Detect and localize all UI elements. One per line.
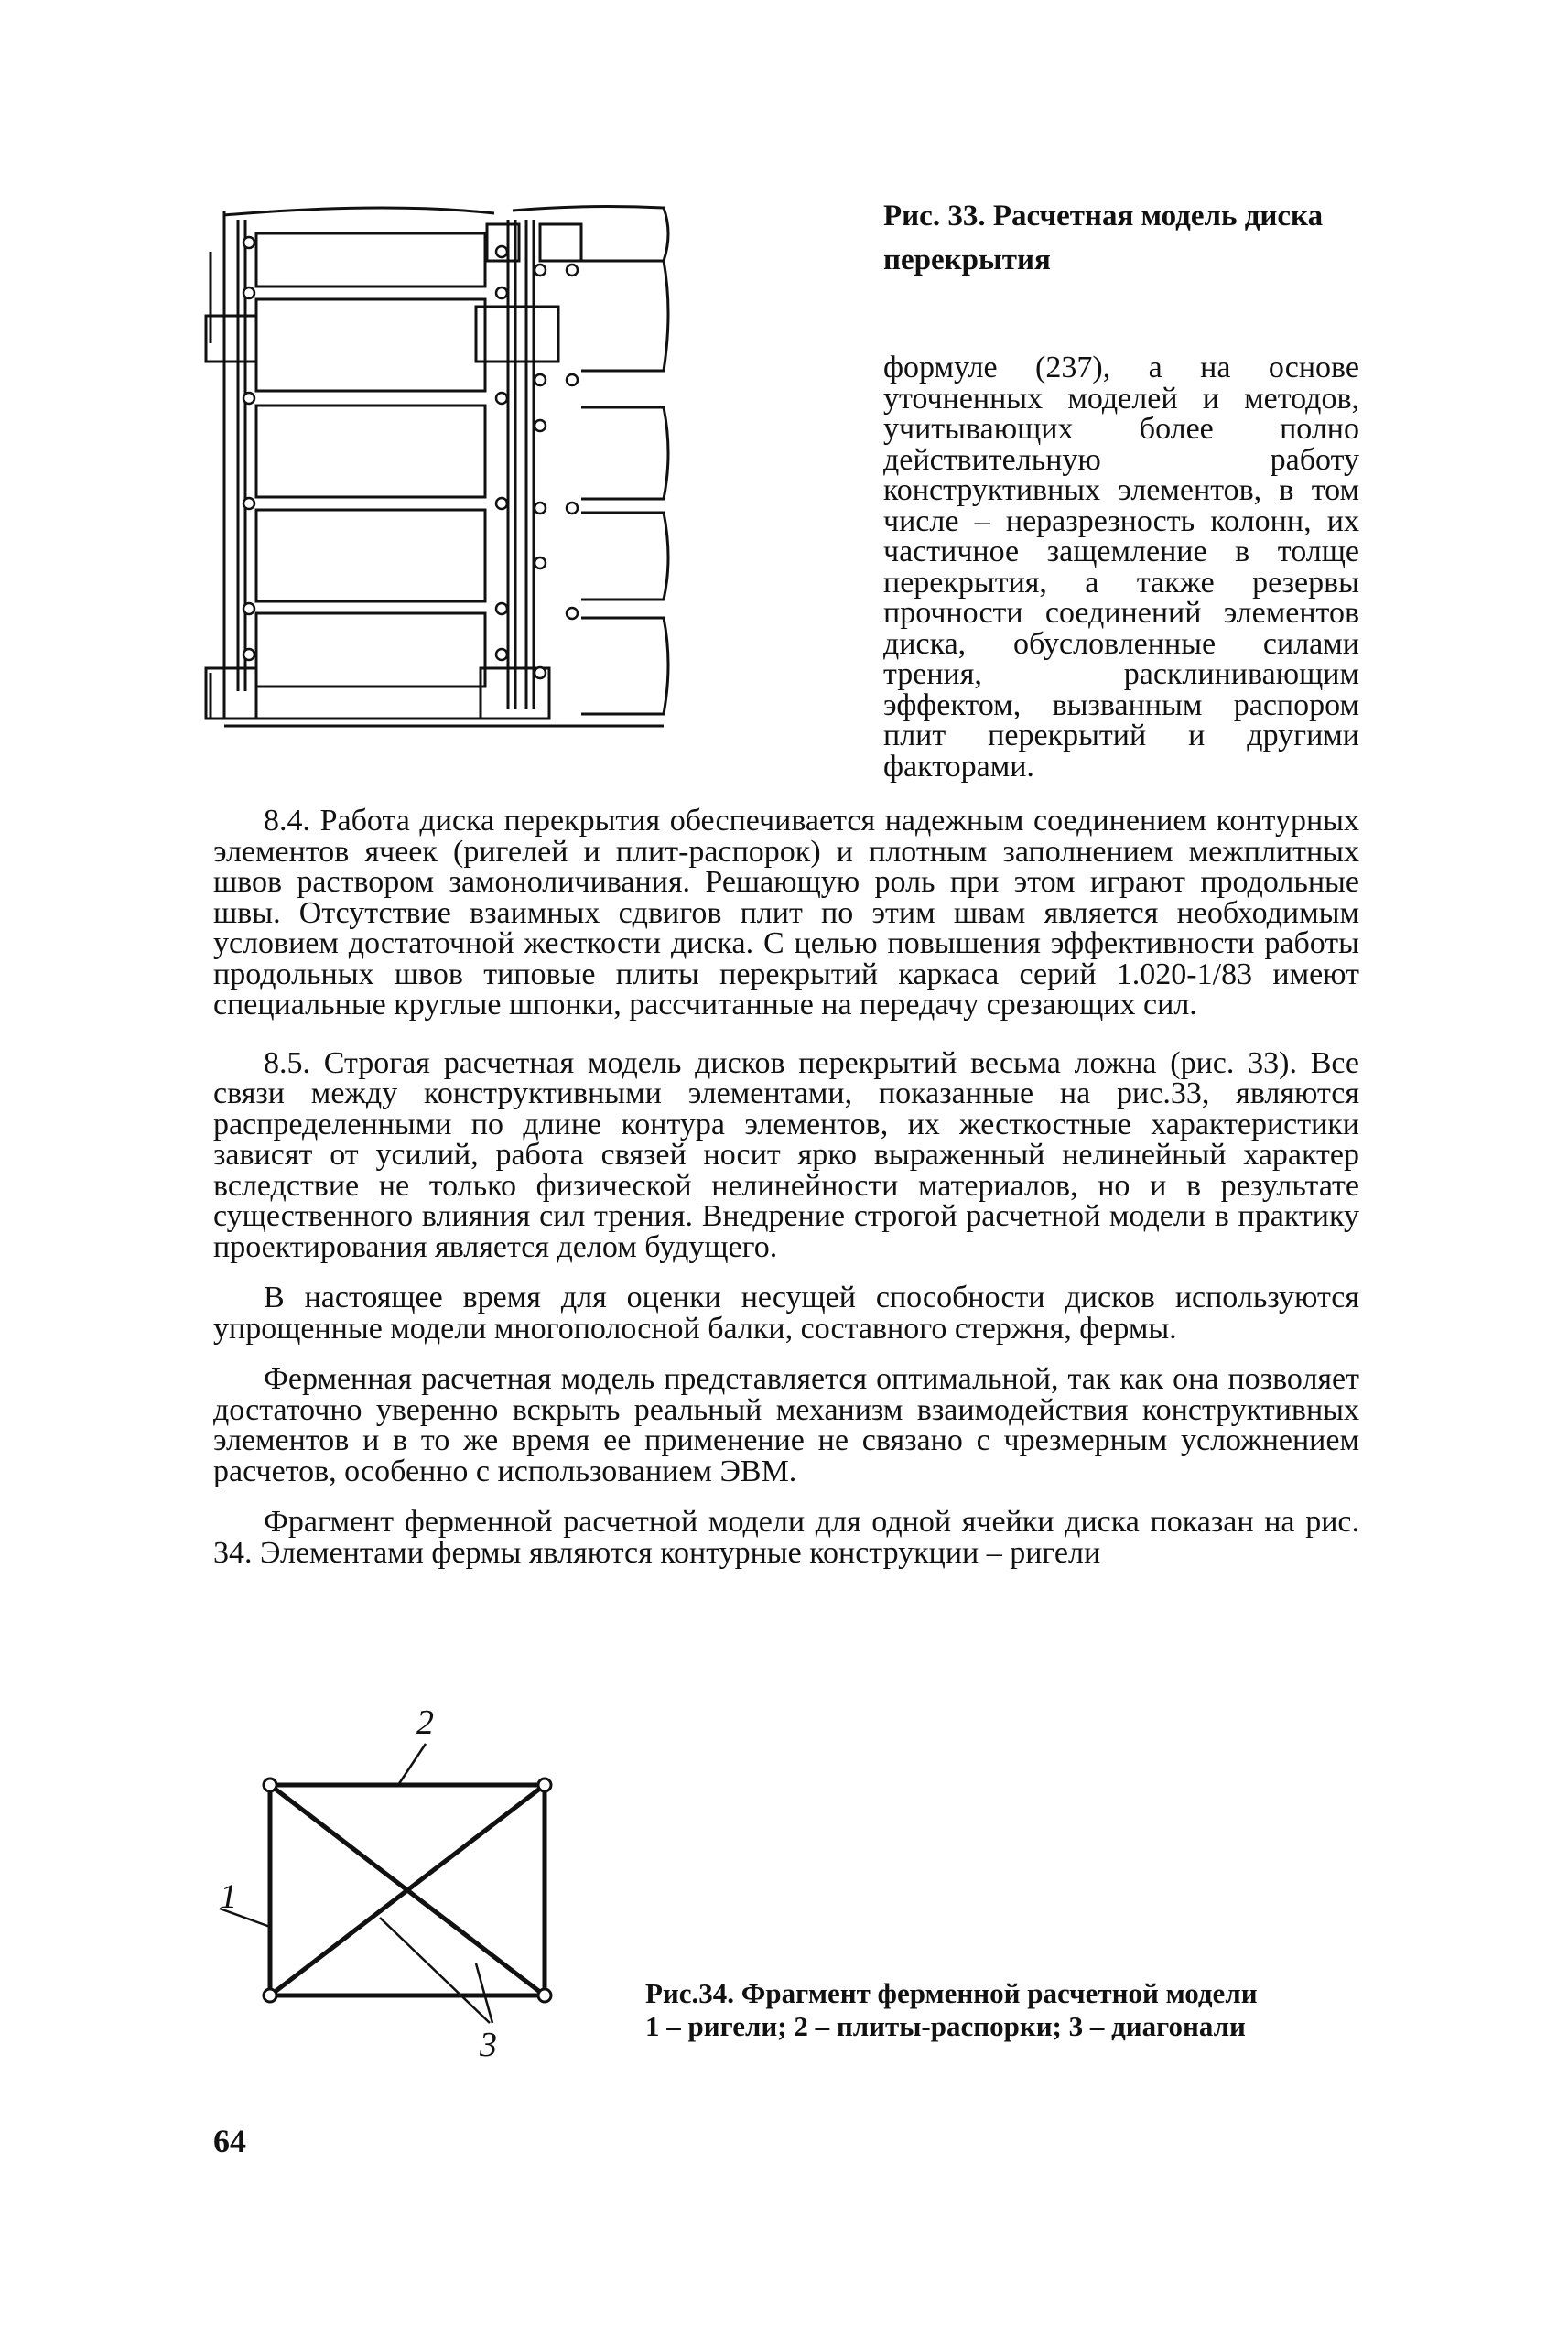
figure-34-label-2: 2: [416, 1703, 434, 1742]
figure-34-label-3: 3: [480, 2026, 497, 2064]
figure-34-caption: Рис.34. Фрагмент ферменной расчетной модели 1 – ригели; 2 – плиты-распорки; 3 – диагонали: [645, 1977, 1258, 2042]
body-text: [213, 806, 1359, 1568]
paragraph-truss-model: Ферменная расчетная модель представляется оптимальной, так как она позволяет достаточно уверенно вскрыть реальный механизм взаимодействия конструктивных элементов и в то же время ее применение не связано с чрезмерным усложнением расчетов, особенно с использованием ЭВМ.: [213, 1362, 1359, 1488]
page-number: 64: [213, 2123, 246, 2159]
figure-34-label-1: 1: [220, 1877, 237, 1916]
figure-33-drawing: [201, 197, 806, 764]
side-text: формуле (237), а на основе уточненных моделей и методов, учитывающих более полно действительную работу конструктивных элементов, в том числе – неразрезность колонн, их частичное защемление в толще перекрытия, а также резервы прочности соединений элементов диска, обусловленные силами трения, расклинивающим эффектом, вызванным распором плит перекрытий и другими факторами.: [883, 351, 1359, 784]
paragraph-simplified-models: В настоящее время для оценки несущей способности дисков используются упрощенные модели многополосной балки, составного стержня, фермы.: [213, 1281, 1359, 1346]
figure-33-caption: Рис. 33. Расчетная модель диска перекрытия: [883, 200, 1324, 276]
paragraph-truss-fragment: Фрагмент ферменной расчетной модели для одной ячейки диска показан на рис. 34. Элементами фермы являются контурные конструкции – ригели: [213, 1505, 1359, 1570]
paragraph-8-4: 8.4. Работа диска перекрытия обеспечивается надежным соединением контурных элементов ячеек (ригелей и плит-распорок) и плотным заполнением межплитных швов раствором замоноличивания. Решающую роль при этом играют продольные швы. Отсутствие взаимных сдвигов плит по этим швам является необходимым условием достаточной жесткости диска. С целью повышения эффективности работы продольных швов типовые плиты перекрытий каркаса серий 1.020-1/83 имеют специальные круглые шпонки, рассчитанные на передачу срезающих сил.: [213, 804, 1359, 1022]
paragraph-8-5: 8.5. Строгая расчетная модель дисков перекрытий весьма ложна (рис. 33). Все связи между конструктивными элементами, показанные на рис.33, являются распределенными по длине контура элементов, их жесткостные характеристики зависят от усилий, работа связей носит ярко выраженный нелинейный характер вследствие не только физической нелинейности материалов, но и в результате существенного влияния сил трения. Внедрение строгой расчетной модели в практику проектирования является делом будущего.: [213, 1045, 1359, 1264]
figure-34-drawing: [201, 1721, 586, 2050]
